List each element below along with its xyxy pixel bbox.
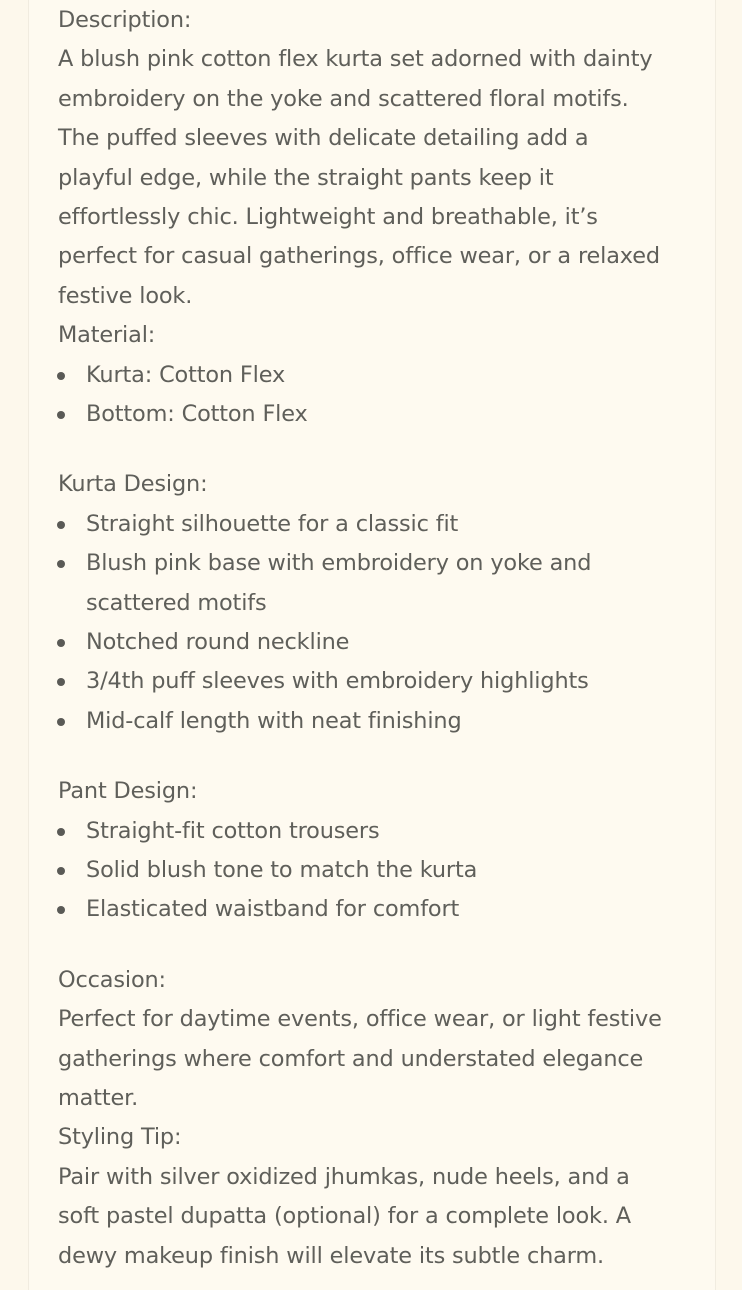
description-line: festive look. [58, 282, 193, 309]
section-spacer [58, 741, 698, 772]
bullet-icon [57, 867, 65, 875]
styling-tip-heading: Styling Tip: [58, 1124, 182, 1151]
styling-tip-line: Pair with silver oxidized jhumkas, nude heels, and a [58, 1163, 630, 1190]
list-item: Straight-fit cotton trousers [58, 812, 698, 851]
bullet-icon [57, 678, 65, 686]
occasion-line: gatherings where comfort and understated elegance [58, 1045, 644, 1072]
description-heading: Description: [58, 7, 192, 33]
description-line: A blush pink cotton flex kurta set adorned with dainty [58, 46, 653, 73]
list-item: Solid blush tone to match the kurta [58, 851, 698, 890]
bullet-icon [57, 639, 65, 647]
kurta-design-heading: Kurta Design: [58, 471, 208, 498]
description-line: playful edge, while the straight pants keep it [58, 164, 554, 191]
list-item: Notched round neckline [58, 623, 698, 662]
bullet-icon [57, 560, 65, 568]
list-item: Blush pink base with embroidery on yoke and scattered motifs [58, 544, 698, 623]
list-item: Elasticated waistband for comfort [58, 890, 698, 929]
material-list [58, 356, 698, 435]
section-spacer [58, 434, 698, 465]
styling-tip-line: dewy makeup finish will elevate its subtle charm. [58, 1242, 605, 1269]
pant-design-heading: Pant Design: [58, 778, 198, 805]
styling-tip-line: soft pastel dupatta (optional) for a complete look. A [58, 1203, 631, 1230]
bullet-icon [57, 828, 65, 836]
bullet-icon [57, 411, 65, 419]
description-text [58, 40, 698, 316]
section-spacer [58, 930, 698, 961]
pant-design-list [58, 812, 698, 930]
product-description-content [58, 1, 698, 1276]
bullet-icon [57, 372, 65, 380]
list-item: Mid-calf length with neat finishing [58, 702, 698, 741]
occasion-line: matter. [58, 1084, 139, 1111]
description-line: The puffed sleeves with delicate detailing add a [58, 125, 589, 152]
list-item: Straight silhouette for a classic fit [58, 505, 698, 544]
list-item: 3/4th puff sleeves with embroidery highlights [58, 662, 698, 701]
occasion-text [58, 1000, 698, 1118]
kurta-design-list [58, 505, 698, 741]
bullet-icon [57, 718, 65, 726]
occasion-heading: Occasion: [58, 966, 166, 993]
bullet-icon [57, 906, 65, 914]
description-line: perfect for casual gatherings, office wear, or a relaxed [58, 243, 660, 270]
list-item: Bottom: Cotton Flex [58, 395, 698, 434]
bullet-icon [57, 521, 65, 529]
description-line: effortlessly chic. Lightweight and breathable, it’s [58, 203, 598, 230]
styling-tip-text [58, 1158, 698, 1276]
occasion-line: Perfect for daytime events, office wear, or light festive [58, 1006, 662, 1033]
material-heading: Material: [58, 322, 156, 349]
list-item: Kurta: Cotton Flex [58, 356, 698, 395]
description-line: embroidery on the yoke and scattered floral motifs. [58, 85, 629, 112]
